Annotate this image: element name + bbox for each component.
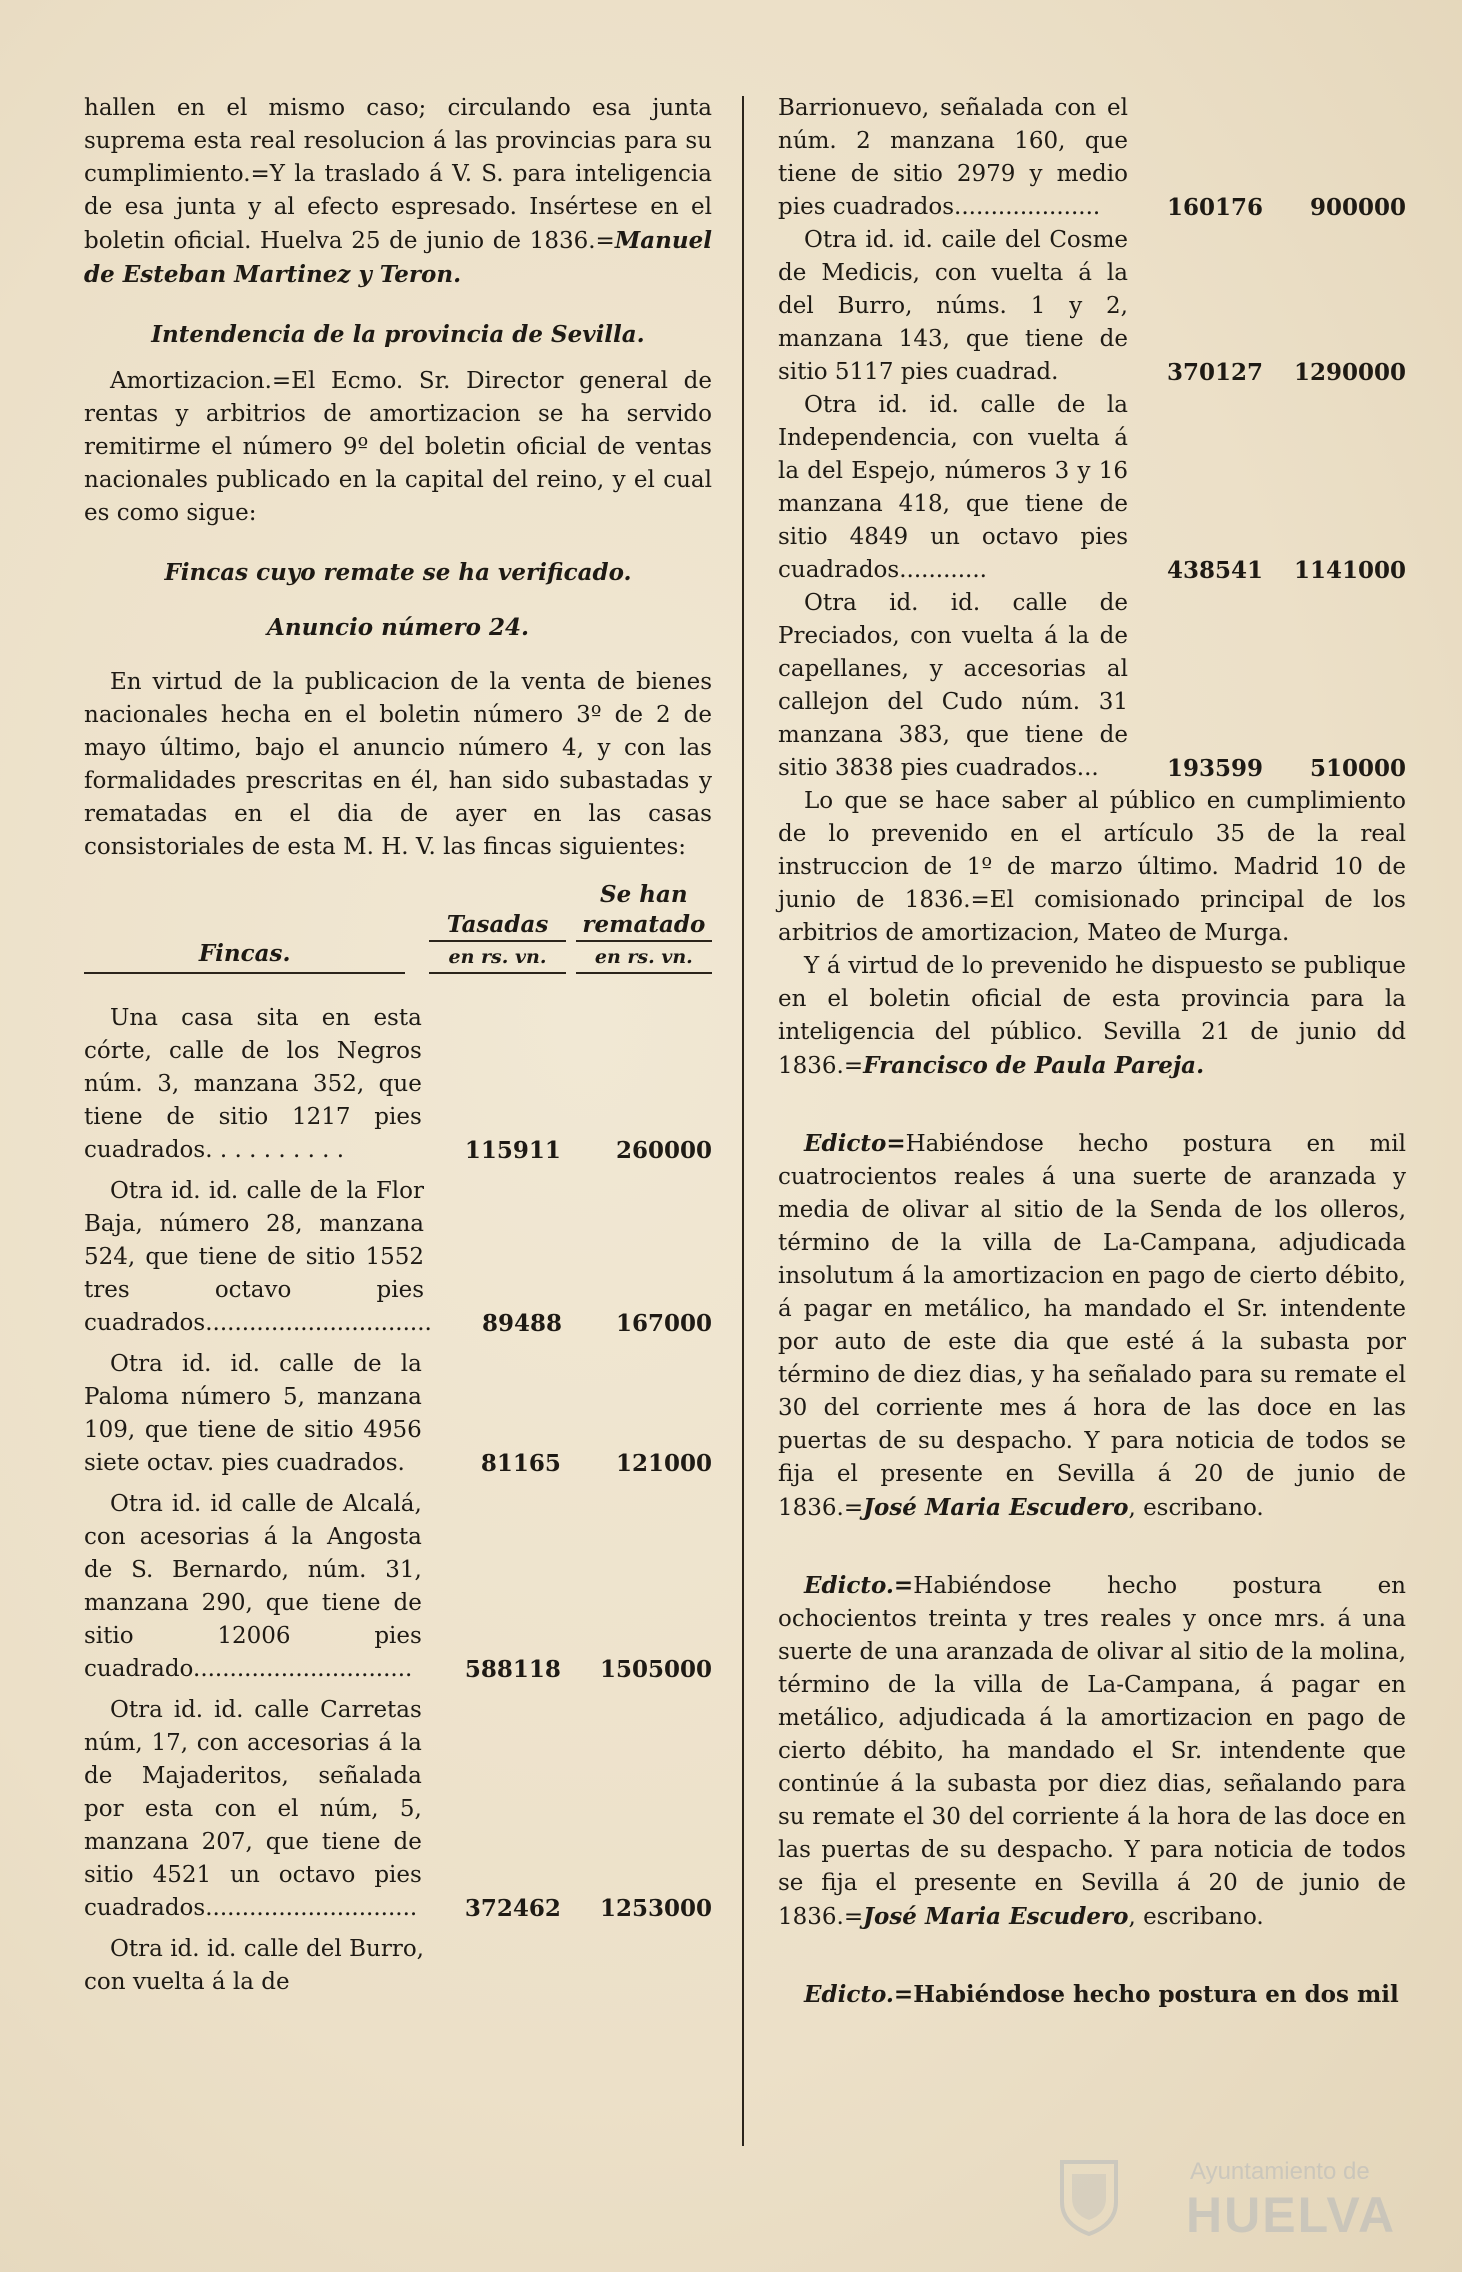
edicto-1-signature: José Maria Escudero xyxy=(863,1494,1129,1521)
row-tasada: 81165 xyxy=(480,1450,561,1477)
row-tasada: 438541 xyxy=(1166,557,1263,584)
rematado-unit: en rs. vn. xyxy=(576,940,712,974)
table-row xyxy=(84,1002,712,1167)
left-column xyxy=(84,92,712,1999)
row-rematado: 1290000 xyxy=(1293,359,1406,386)
edicto-1-label: Edicto= xyxy=(804,1130,906,1157)
row-rematado: 260000 xyxy=(615,1137,712,1164)
column-divider xyxy=(742,96,744,2146)
column-header-rematado xyxy=(576,880,712,974)
shield-icon xyxy=(1058,2158,1120,2236)
paragraph-en-virtud: En virtud de la publicacion de la venta de bienes nacionales hecha en el boletin número 3º de 2 de mayo último, bajo el anuncio número 4, y con las formalidades prescritas en él, han sido subastadas y rematadas en el dia de ayer en las casas consistoriales de esta M. H. V. las fincas siguientes: xyxy=(84,669,712,860)
row-description: Otra id. id calle de Alcalá, con acesorias á la Angosta de S. Bernardo, núm. 31, manzana 290, que tiene de sitio 12006 pies cuadrado.............................. xyxy=(84,1491,422,1682)
heading-anuncio: Anuncio número 24. xyxy=(267,614,529,641)
row-description: Una casa sita en esta córte, calle de los Negros núm. 3, manzana 352, que tiene de sitio 1217 pies cuadrados. . . . . . . . . . xyxy=(84,1005,422,1163)
row-rematado: 1505000 xyxy=(599,1656,712,1683)
row-tasada: 588118 xyxy=(464,1656,561,1683)
row-tasada: 160176 xyxy=(1166,194,1263,221)
edicto-2 xyxy=(778,1569,1406,1934)
paragraph-huelva-text: hallen en el mismo caso; circulando esa junta suprema esta real resolucion á las provincias para su cumplimiento.=Y la traslado á V. S. para inteligencia de esa junta y al efecto espresado. Insértese en el boletin oficial. Huelva 25 de junio de 1836.= xyxy=(84,95,712,254)
row-rematado: 121000 xyxy=(615,1450,712,1477)
paragraph-huelva xyxy=(84,92,712,292)
row-description: Otra id. id. calle de Preciados, con vuelta á la de capellanes, y accesorias al callejon del Cudo núm. 31 manzana 383, que tiene de sitio 3838 pies cuadrados... xyxy=(778,590,1128,781)
table-row xyxy=(778,92,1406,224)
row-tasada: 372462 xyxy=(464,1895,561,1922)
row-description-continued: Otra id. id. calle del Burro, con vuelta á la de xyxy=(84,1936,424,1995)
signature-francisco-pareja: Francisco de Paula Pareja. xyxy=(863,1052,1205,1079)
table-row xyxy=(84,1694,712,1925)
right-column xyxy=(778,92,1406,2012)
edicto-1 xyxy=(778,1127,1406,1525)
heading-fincas-remate: Fincas cuyo remate se ha verificado. xyxy=(164,559,632,586)
row-tasada: 370127 xyxy=(1166,359,1263,386)
edicto-1-text: Habiéndose hecho postura en mil cuatrocientos reales á una suerte de aranzada y media de olivar al sitio de la Senda de los olleros, término de la villa de La-Campana, adjudicada insolutum á la amortizacion en pago de cierto débito, á pagar en metálico, ha mandado el Sr. intendente por auto de este dia que esté á la subasta por término de diez dias, y ha señalado para su remate el 30 del corriente mes á hora de las doce en las puertas de su despacho. Y para noticia de todos se fija el presente en Sevilla á 20 de junio de 1836.= xyxy=(778,1131,1406,1521)
paragraph-lo-que: Lo que se hace saber al público en cumplimiento de lo prevenido en el artículo 35 de la real instruccion de 1º de marzo último. Madrid 10 de junio de 1836.=El comisionado principal de los arbitrios de amortizacion, Mateo de Murga. xyxy=(778,788,1406,946)
row-tasada: 115911 xyxy=(464,1137,561,1164)
row-rematado: 1141000 xyxy=(1293,557,1406,584)
row-description: Otra id. id. calle de la Paloma número 5, manzana 109, que tiene de sitio 4956 siete octav. pies cuadrados. xyxy=(84,1351,422,1476)
row-tasada: 193599 xyxy=(1166,755,1263,782)
paragraph-y-a-virtud-text: Y á virtud de lo prevenido he dispuesto se publique en el boletin oficial de esta provincia para la inteligencia del público. Sevilla 21 de junio dd 1836.= xyxy=(778,953,1406,1079)
row-description: Barrionuevo, señalada con el núm. 2 manzana 160, que tiene de sitio 2979 y medio pies cuadrados.................... xyxy=(778,95,1128,220)
edicto-2-label: Edicto.= xyxy=(804,1572,914,1599)
row-description: Otra id. id. caile del Cosme de Medicis, con vuelta á la del Burro, núms. 1 y 2, manzana 143, que tiene de sitio 5117 pies cuadrad. xyxy=(778,227,1128,385)
edicto-1-end: , escribano. xyxy=(1128,1495,1264,1521)
watermark-line2: HUELVA xyxy=(1186,2187,1397,2243)
table-row xyxy=(84,1933,712,1999)
edicto-2-text: Habiéndose hecho postura en ochocientos treinta y tres reales y once mrs. á una suerte de una aranzada de olivar al sitio de la molina, término de la villa de La-Campana, á pagar en metálico, adjudicada á la amortizacion en pago de cierto débito, ha mandado el Sr. intendente que continúe á la subasta por diez dias, señalando para su remate el 30 del corriente á la hora de las doce en las puertas de su despacho. Y para noticia de todos se fija el presente en Sevilla á 20 de junio de 1836.= xyxy=(778,1573,1406,1930)
column-header-fincas: Fincas. xyxy=(84,937,405,974)
signature-manuel-esteban: Manuel de Esteban Martinez y Teron. xyxy=(84,227,712,288)
row-rematado: 510000 xyxy=(1309,755,1406,782)
table-row xyxy=(84,1348,712,1480)
table-header xyxy=(84,880,712,974)
watermark-line1: Ayuntamiento de xyxy=(1190,2158,1370,2185)
row-rematado: 167000 xyxy=(615,1310,712,1337)
paragraph-y-a-virtud xyxy=(778,950,1406,1083)
table-row xyxy=(778,389,1406,587)
row-rematado: 900000 xyxy=(1309,194,1406,221)
edicto-2-signature: José Maria Escudero xyxy=(863,1903,1129,1930)
ayuntamiento-huelva-watermark xyxy=(1058,2150,1398,2250)
edicto-2-end: , escribano. xyxy=(1128,1904,1264,1930)
tasadas-unit: en rs. vn. xyxy=(429,940,565,974)
row-tasada: 89488 xyxy=(481,1310,562,1337)
row-description: Otra id. id. calle de la Flor Baja, número 28, manzana 524, que tiene de sitio 1552 tres octavo pies cuadrados............................... xyxy=(84,1178,432,1336)
table-row xyxy=(778,224,1406,389)
rematado-label: Se han rematado xyxy=(582,881,706,938)
edicto-3-label: Edicto.= xyxy=(804,1981,914,2008)
table-row xyxy=(84,1488,712,1686)
table-row xyxy=(778,587,1406,785)
column-header-tasadas xyxy=(429,910,565,974)
tasadas-label: Tasadas xyxy=(446,911,549,938)
row-description: Otra id. id. calle Carretas núm, 17, con accesorias á la de Majaderitos, señalada por esta con el núm, 5, manzana 207, que tiene de sitio 4521 un octavo pies cuadrados............................. xyxy=(84,1697,422,1921)
row-description: Otra id. id. calle de la Independencia, con vuelta á la del Espejo, números 3 y 16 manzana 418, que tiene de sitio 4849 un octavo pies cuadrados............ xyxy=(778,392,1128,583)
table-row xyxy=(84,1175,712,1340)
edicto-3 xyxy=(778,1978,1406,2012)
paragraph-amortizacion: Amortizacion.=El Ecmo. Sr. Director general de rentas y arbitrios de amortizacion se ha servido remitirme el número 9º del boletin oficial de ventas nacionales publicado en la capital del reino, y el cual es como sigue: xyxy=(84,368,712,526)
heading-intendencia: Intendencia de la provincia de Sevilla. xyxy=(151,321,645,348)
row-rematado: 1253000 xyxy=(599,1895,712,1922)
edicto-3-text: Habiéndose hecho postura en dos mil xyxy=(913,1981,1399,2008)
